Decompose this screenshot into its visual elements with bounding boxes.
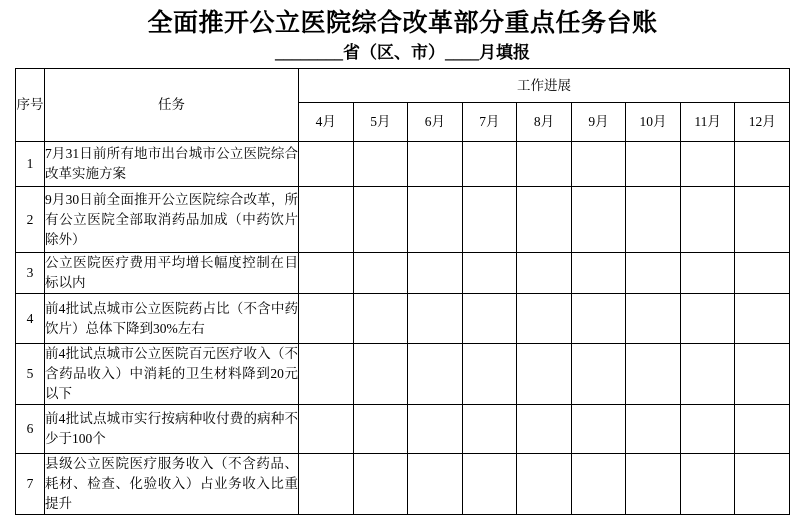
- task-cell: 县级公立医院医疗服务收入（不含药品、耗材、检查、化验收入）占业务收入比重提升: [45, 454, 299, 515]
- progress-cell: [408, 405, 463, 454]
- progress-cell: [462, 344, 517, 405]
- month-header-sep: 9月: [571, 103, 626, 142]
- progress-cell: [408, 142, 463, 187]
- month-header-nov: 11月: [680, 103, 735, 142]
- seq-column-header: 序号: [16, 69, 45, 142]
- progress-cell: [353, 142, 408, 187]
- task-ledger-table: [15, 68, 790, 515]
- progress-cell: [735, 187, 790, 253]
- month-header-apr: 4月: [299, 103, 354, 142]
- progress-cell: [299, 405, 354, 454]
- progress-cell: [408, 294, 463, 344]
- progress-cell: [517, 344, 572, 405]
- progress-cell: [680, 454, 735, 515]
- progress-cell: [408, 253, 463, 294]
- progress-cell: [680, 187, 735, 253]
- progress-cell: [299, 344, 354, 405]
- progress-cell: [626, 187, 681, 253]
- seq-cell: 4: [16, 294, 45, 344]
- progress-cell: [680, 294, 735, 344]
- progress-cell: [462, 405, 517, 454]
- progress-cell: [353, 405, 408, 454]
- progress-cell: [353, 454, 408, 515]
- progress-cell: [626, 142, 681, 187]
- progress-cell: [735, 294, 790, 344]
- task-row: [16, 454, 790, 515]
- progress-cell: [353, 344, 408, 405]
- progress-cell: [517, 142, 572, 187]
- progress-cell: [626, 344, 681, 405]
- progress-cell: [408, 454, 463, 515]
- month-header-aug: 8月: [517, 103, 572, 142]
- task-row: [16, 187, 790, 253]
- progress-cell: [571, 344, 626, 405]
- seq-cell: 1: [16, 142, 45, 187]
- progress-cell: [462, 253, 517, 294]
- progress-cell: [571, 142, 626, 187]
- progress-cell: [517, 253, 572, 294]
- progress-cell: [735, 344, 790, 405]
- task-row: [16, 142, 790, 187]
- progress-cell: [571, 454, 626, 515]
- seq-cell: 5: [16, 344, 45, 405]
- progress-cell: [735, 253, 790, 294]
- task-row: [16, 294, 790, 344]
- progress-cell: [517, 294, 572, 344]
- progress-cell: [462, 294, 517, 344]
- progress-cell: [626, 253, 681, 294]
- task-row: [16, 253, 790, 294]
- task-cell: 前4批试点城市公立医院百元医疗收入（不含药品收入）中消耗的卫生材料降到20元以下: [45, 344, 299, 405]
- progress-cell: [408, 187, 463, 253]
- progress-cell: [571, 405, 626, 454]
- progress-cell: [626, 294, 681, 344]
- progress-cell: [626, 454, 681, 515]
- seq-cell: 3: [16, 253, 45, 294]
- progress-cell: [680, 142, 735, 187]
- month-header-dec: 12月: [735, 103, 790, 142]
- header-row-progress: [16, 69, 790, 103]
- seq-cell: 2: [16, 187, 45, 253]
- progress-cell: [353, 187, 408, 253]
- page-title: 全面推开公立医院综合改革部分重点任务台账: [147, 10, 658, 37]
- page-subtitle: ________省（区、市）____月填报: [275, 43, 530, 62]
- progress-cell: [735, 454, 790, 515]
- progress-cell: [299, 187, 354, 253]
- progress-cell: [299, 253, 354, 294]
- progress-cell: [517, 405, 572, 454]
- progress-group-header: 工作进展: [299, 69, 790, 103]
- progress-cell: [571, 253, 626, 294]
- task-cell: 公立医院医疗费用平均增长幅度控制在目标以内: [45, 253, 299, 294]
- month-header-may: 5月: [353, 103, 408, 142]
- task-cell: 前4批试点城市公立医院药占比（不含中药饮片）总体下降到30%左右: [45, 294, 299, 344]
- task-row: [16, 344, 790, 405]
- task-column-header: 任务: [45, 69, 299, 142]
- progress-cell: [571, 294, 626, 344]
- task-cell: 9月30日前全面推开公立医院综合改革，所有公立医院全部取消药品加成（中药饮片除外）: [45, 187, 299, 253]
- progress-cell: [353, 294, 408, 344]
- progress-cell: [299, 142, 354, 187]
- progress-cell: [462, 142, 517, 187]
- progress-cell: [680, 253, 735, 294]
- progress-cell: [299, 294, 354, 344]
- seq-cell: 6: [16, 405, 45, 454]
- task-cell: 前4批试点城市实行按病种收付费的病种不少于100个: [45, 405, 299, 454]
- progress-cell: [462, 187, 517, 253]
- progress-cell: [626, 405, 681, 454]
- progress-cell: [299, 454, 354, 515]
- progress-cell: [462, 454, 517, 515]
- progress-cell: [680, 344, 735, 405]
- progress-cell: [735, 405, 790, 454]
- progress-cell: [517, 454, 572, 515]
- task-cell: 7月31日前所有地市出台城市公立医院综合改革实施方案: [45, 142, 299, 187]
- task-row: [16, 405, 790, 454]
- progress-cell: [571, 187, 626, 253]
- progress-cell: [680, 405, 735, 454]
- progress-cell: [408, 344, 463, 405]
- month-header-jul: 7月: [462, 103, 517, 142]
- progress-cell: [517, 187, 572, 253]
- progress-cell: [353, 253, 408, 294]
- seq-cell: 7: [16, 454, 45, 515]
- month-header-oct: 10月: [626, 103, 681, 142]
- progress-cell: [735, 142, 790, 187]
- month-header-jun: 6月: [408, 103, 463, 142]
